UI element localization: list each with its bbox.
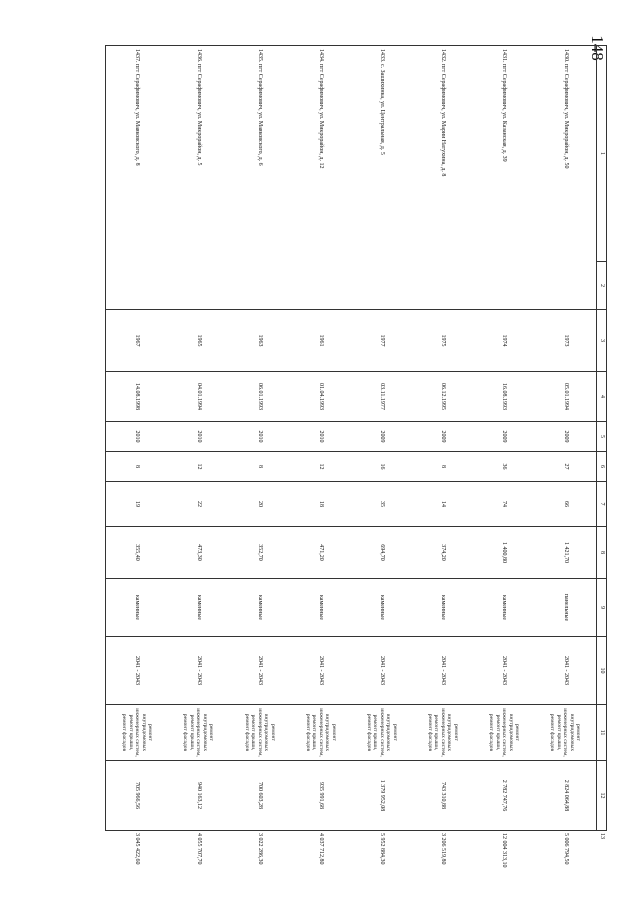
work-type-line: ремонт фасадов (488, 713, 495, 752)
cell-c6: 27 (534, 452, 596, 482)
work-type-line: внутридомовых (201, 713, 208, 752)
cell-c4: 06.12.1995 (412, 372, 473, 422)
address-text: пгт Серафимович, ул. Микрорайон, д. 50 (562, 64, 569, 169)
table-row: 1436. пгт Серафимович, ул. Микрорайон, д. 5 1965 04.01.1994 2010 12 22 473,30 каменные 2041 - 2043 ремонт внутридомовых инженерных систем, ремонт крыши, ремонт фасадов 940 163,12 4 055 707,70 (168, 46, 229, 831)
table-row: 1430. пгт Серафимович, ул. Микрорайон, д. 50 1973 05.01.1994 2009 27 66 1 421,70 панельные 2041 - 2043 ремонт внутридомовых инженерных систем, ремонт крыши, ремонт фасадов 2 824 064,88 5 006 794,50 (534, 46, 596, 831)
cell-c5: 2010 (106, 422, 168, 452)
work-types-cell (473, 705, 534, 761)
work-types-cell (534, 705, 596, 761)
cell-c9: каменные (351, 579, 412, 637)
work-type-line: ремонт (452, 724, 459, 741)
cell-c4: 16.08.1993 (473, 372, 534, 422)
cell-c9: каменные (168, 579, 229, 637)
cell-c6: 8 (229, 452, 290, 482)
cell-c3: 1977 (351, 310, 412, 372)
cell-c7: 18 (290, 482, 351, 527)
work-type-line: ремонт фасадов (121, 713, 128, 752)
cell-c5: 2010 (168, 422, 229, 452)
address-cell (534, 46, 596, 310)
cell-c6: 12 (290, 452, 351, 482)
work-type-line: ремонт (575, 724, 582, 741)
header-cell: 12 (597, 761, 607, 831)
row-number: 1435. (256, 49, 263, 63)
address-text: пгт Серафимович, ул. Маяковского, д. 8 (134, 64, 141, 166)
cell-c12: 1 379 952,08 (351, 761, 412, 831)
cell-c10: 2041 - 2043 (229, 637, 290, 705)
cell-c7: 66 (534, 482, 596, 527)
cell-c4: 01.04.1993 (290, 372, 351, 422)
cell-c3: 1973 (534, 310, 596, 372)
cell-c12: 700 603,28 (229, 761, 290, 831)
row-number: 1431. (501, 49, 508, 63)
work-type-line: инженерных систем, (317, 708, 324, 757)
row-number: 1432. (440, 49, 447, 63)
work-type-line: ремонт крыши, (372, 714, 379, 751)
cell-c5: 2009 (351, 422, 412, 452)
cell-c5: 2010 (290, 422, 351, 452)
work-type-line: ремонт (269, 724, 276, 741)
work-type-line: ремонт (330, 724, 337, 741)
work-type-line: ремонт (391, 724, 398, 741)
cell-c10: 2041 - 2043 (168, 637, 229, 705)
row-number: 1436. (195, 49, 202, 63)
cell-c12: 935 991,68 (290, 761, 351, 831)
header-cell: 7 (597, 482, 607, 527)
work-types-cell (412, 705, 473, 761)
cell-c12: 2 782 747,76 (473, 761, 534, 831)
cell-c9: каменные (473, 579, 534, 637)
cell-c8: 355,40 (106, 527, 168, 579)
work-type-line: ремонт (208, 724, 215, 741)
address-cell (351, 46, 412, 310)
work-types-cell (290, 705, 351, 761)
row-number: 1437. (134, 49, 141, 63)
cell-c9: каменные (412, 579, 473, 637)
work-types-cell (106, 705, 168, 761)
work-type-line: ремонт фасадов (426, 713, 433, 752)
cell-c12: 2 824 064,88 (534, 761, 596, 831)
address-text: пгт Серафимович, ул. Маяковского, д. 6 (256, 64, 263, 166)
cell-c4: 03.11.1977 (351, 372, 412, 422)
cell-c7: 22 (168, 482, 229, 527)
address-cell (168, 46, 229, 310)
work-types-cell (229, 705, 290, 761)
work-type-line: инженерных систем, (501, 708, 508, 757)
cell-c3: 1974 (473, 310, 534, 372)
work-type-line: ремонт крыши, (127, 714, 134, 751)
cell-c8: 1 400,80 (473, 527, 534, 579)
cell-c8: 694,70 (351, 527, 412, 579)
work-type-line: инженерных систем, (439, 708, 446, 757)
header-cell: 8 (597, 527, 607, 579)
work-type-line: ремонт крыши, (311, 714, 318, 751)
cell-c7: 74 (473, 482, 534, 527)
address-text: пгт Серафимович, ул. Казанская, д. 39 (501, 64, 508, 162)
work-type-line: ремонт фасадов (304, 713, 311, 752)
address-cell (473, 46, 534, 310)
address-cell (412, 46, 473, 310)
cell-c12: 940 163,12 (168, 761, 229, 831)
cell-c3: 1961 (290, 310, 351, 372)
cell-c10: 2041 - 2043 (473, 637, 534, 705)
header-cell: 1 (597, 46, 607, 262)
cell-c9: каменные (106, 579, 168, 637)
row-number: 1430. (562, 49, 569, 63)
table-row: 1431. пгт Серафимович, ул. Казанская, д. 39 1974 16.08.1993 2009 36 74 1 400,80 каменные 2041 - 2043 ремонт внутридомовых инженерных систем, ремонт крыши, ремонт фасадов 2 782 747,76 12 004 313,10 (473, 46, 534, 831)
cell-c6: 8 (412, 452, 473, 482)
cell-c8: 374,20 (412, 527, 473, 579)
work-type-line: внутридомовых (568, 713, 575, 752)
cell-c7: 14 (412, 482, 473, 527)
address-text: пгт Серафимович, ул. Микрорайон, д. 5 (195, 64, 202, 166)
cell-c6: 8 (106, 452, 168, 482)
header-cell: 4 (597, 372, 607, 422)
work-type-line: ремонт крыши, (555, 714, 562, 751)
capital-repair-table (105, 45, 607, 868)
work-type-line: внутридомовых (507, 713, 514, 752)
cell-c6: 16 (351, 452, 412, 482)
cell-c4: 05.01.1994 (534, 372, 596, 422)
work-type-line: ремонт (147, 724, 154, 741)
work-type-line: ремонт крыши, (433, 714, 440, 751)
cell-c5: 2010 (229, 422, 290, 452)
work-type-line: внутридомовых (385, 713, 392, 752)
address-cell (106, 46, 168, 310)
work-type-line: ремонт крыши, (250, 714, 257, 751)
header-cell: 10 (597, 637, 607, 705)
work-type-line: ремонт фасадов (365, 713, 372, 752)
cell-c6: 12 (168, 452, 229, 482)
work-type-line: внутридомовых (140, 713, 147, 752)
cell-c9: каменные (290, 579, 351, 637)
work-type-line: внутридомовых (446, 713, 453, 752)
work-type-line: инженерных систем, (195, 708, 202, 757)
header-cell: 6 (597, 452, 607, 482)
cell-c9: каменные (229, 579, 290, 637)
work-type-line: ремонт фасадов (182, 713, 189, 752)
cell-c7: 19 (106, 482, 168, 527)
cell-c8: 1 421,70 (534, 527, 596, 579)
cell-c3: 1975 (412, 310, 473, 372)
cell-c5: 2009 (473, 422, 534, 452)
cell-c10: 2041 - 2043 (106, 637, 168, 705)
table-row: 1437. пгт Серафимович, ул. Маяковского, д. 8 1967 14.08.1998 2010 8 19 355,40 каменные 2041 - 2043 ремонт внутридомовых инженерных систем, ремонт крыши, ремонт фасадов 705 966,56 3 045 422,60 (106, 46, 168, 831)
cell-c10: 2041 - 2043 (290, 637, 351, 705)
table-row: 1432. пгт Серафимович, ул. Марии Натухина, д. 8 1975 06.12.1995 2009 8 14 374,20 каменные 2041 - 2043 ремонт внутридомовых инженерных систем, ремонт крыши, ремонт фасадов 743 310,88 3 206 519,80 (412, 46, 473, 831)
row-number: 1434. (317, 49, 324, 63)
table-body (106, 46, 597, 868)
cell-c8: 471,20 (290, 527, 351, 579)
work-type-line: ремонт фасадов (243, 713, 250, 752)
cell-c7: 35 (351, 482, 412, 527)
work-type-line: инженерных систем, (378, 708, 385, 757)
cell-c3: 1965 (168, 310, 229, 372)
header-cell: 9 (597, 579, 607, 637)
address-cell (229, 46, 290, 310)
header-cell: 2 (597, 262, 607, 310)
cell-c7: 20 (229, 482, 290, 527)
work-type-line: внутридомовых (263, 713, 270, 752)
table-row: 1435. пгт Серафимович, ул. Маяковского, д. 6 1963 06.01.1993 2010 8 20 352,70 каменные 2041 - 2043 ремонт внутридомовых инженерных систем, ремонт крыши, ремонт фасадов 700 603,28 3 022 286,30 (229, 46, 290, 831)
cell-c4: 06.01.1993 (229, 372, 290, 422)
work-types-cell (168, 705, 229, 761)
table-row: 1434. пгт Серафимович, ул. Микрорайон, д. 12 1961 01.04.1993 2010 12 18 471,20 каменные 2041 - 2043 ремонт внутридомовых инженерных систем, ремонт крыши, ремонт фасадов 935 991,68 4 037 712,80 (290, 46, 351, 831)
work-type-line: инженерных систем, (134, 708, 141, 757)
cell-c3: 1967 (106, 310, 168, 372)
cell-c3: 1963 (229, 310, 290, 372)
cell-c8: 473,30 (168, 527, 229, 579)
cell-c12: 743 310,88 (412, 761, 473, 831)
address-text: с. Зашихинка, ул. Центральная, д. 5 (379, 64, 386, 155)
cell-c10: 2041 - 2043 (351, 637, 412, 705)
work-type-line: ремонт крыши, (188, 714, 195, 751)
address-text: пгт Серафимович, ул. Марии Натухина, д. 8 (440, 64, 447, 177)
cell-c8: 352,70 (229, 527, 290, 579)
work-type-line: ремонт (514, 724, 521, 741)
cell-c10: 2041 - 2043 (534, 637, 596, 705)
cell-c9: панельные (534, 579, 596, 637)
address-cell (290, 46, 351, 310)
cell-c5: 2009 (412, 422, 473, 452)
cell-c4: 14.08.1998 (106, 372, 168, 422)
cell-c4: 04.01.1994 (168, 372, 229, 422)
row-number: 1433. (379, 49, 386, 63)
cell-c12: 705 966,56 (106, 761, 168, 831)
cell-c10: 2041 - 2043 (412, 637, 473, 705)
rotated-table-wrapper (105, 45, 607, 868)
cell-c5: 2009 (534, 422, 596, 452)
work-type-line: инженерных систем, (562, 708, 569, 757)
page-number: 148 (587, 35, 607, 61)
work-type-line: ремонт крыши, (494, 714, 501, 751)
header-cell: 11 (597, 705, 607, 761)
address-text: пгт Серафимович, ул. Микрорайон, д. 12 (317, 64, 324, 169)
header-cell: 3 (597, 310, 607, 372)
header-cell: 5 (597, 422, 607, 452)
work-type-line: инженерных систем, (256, 708, 263, 757)
table-row: 1433. с. Зашихинка, ул. Центральная, д. 5 1977 03.11.1977 2009 16 35 694,70 каменные 2041 - 2043 ремонт внутридомовых инженерных систем, ремонт крыши, ремонт фасадов 1 379 952,08 5 952 884,30 (351, 46, 412, 831)
header-row: 1 2 3 4 5 6 7 8 9 10 11 12 13 (597, 46, 607, 831)
work-type-line: ремонт фасадов (549, 713, 556, 752)
work-types-cell (351, 705, 412, 761)
cell-c6: 36 (473, 452, 534, 482)
work-type-line: внутридомовых (324, 713, 331, 752)
